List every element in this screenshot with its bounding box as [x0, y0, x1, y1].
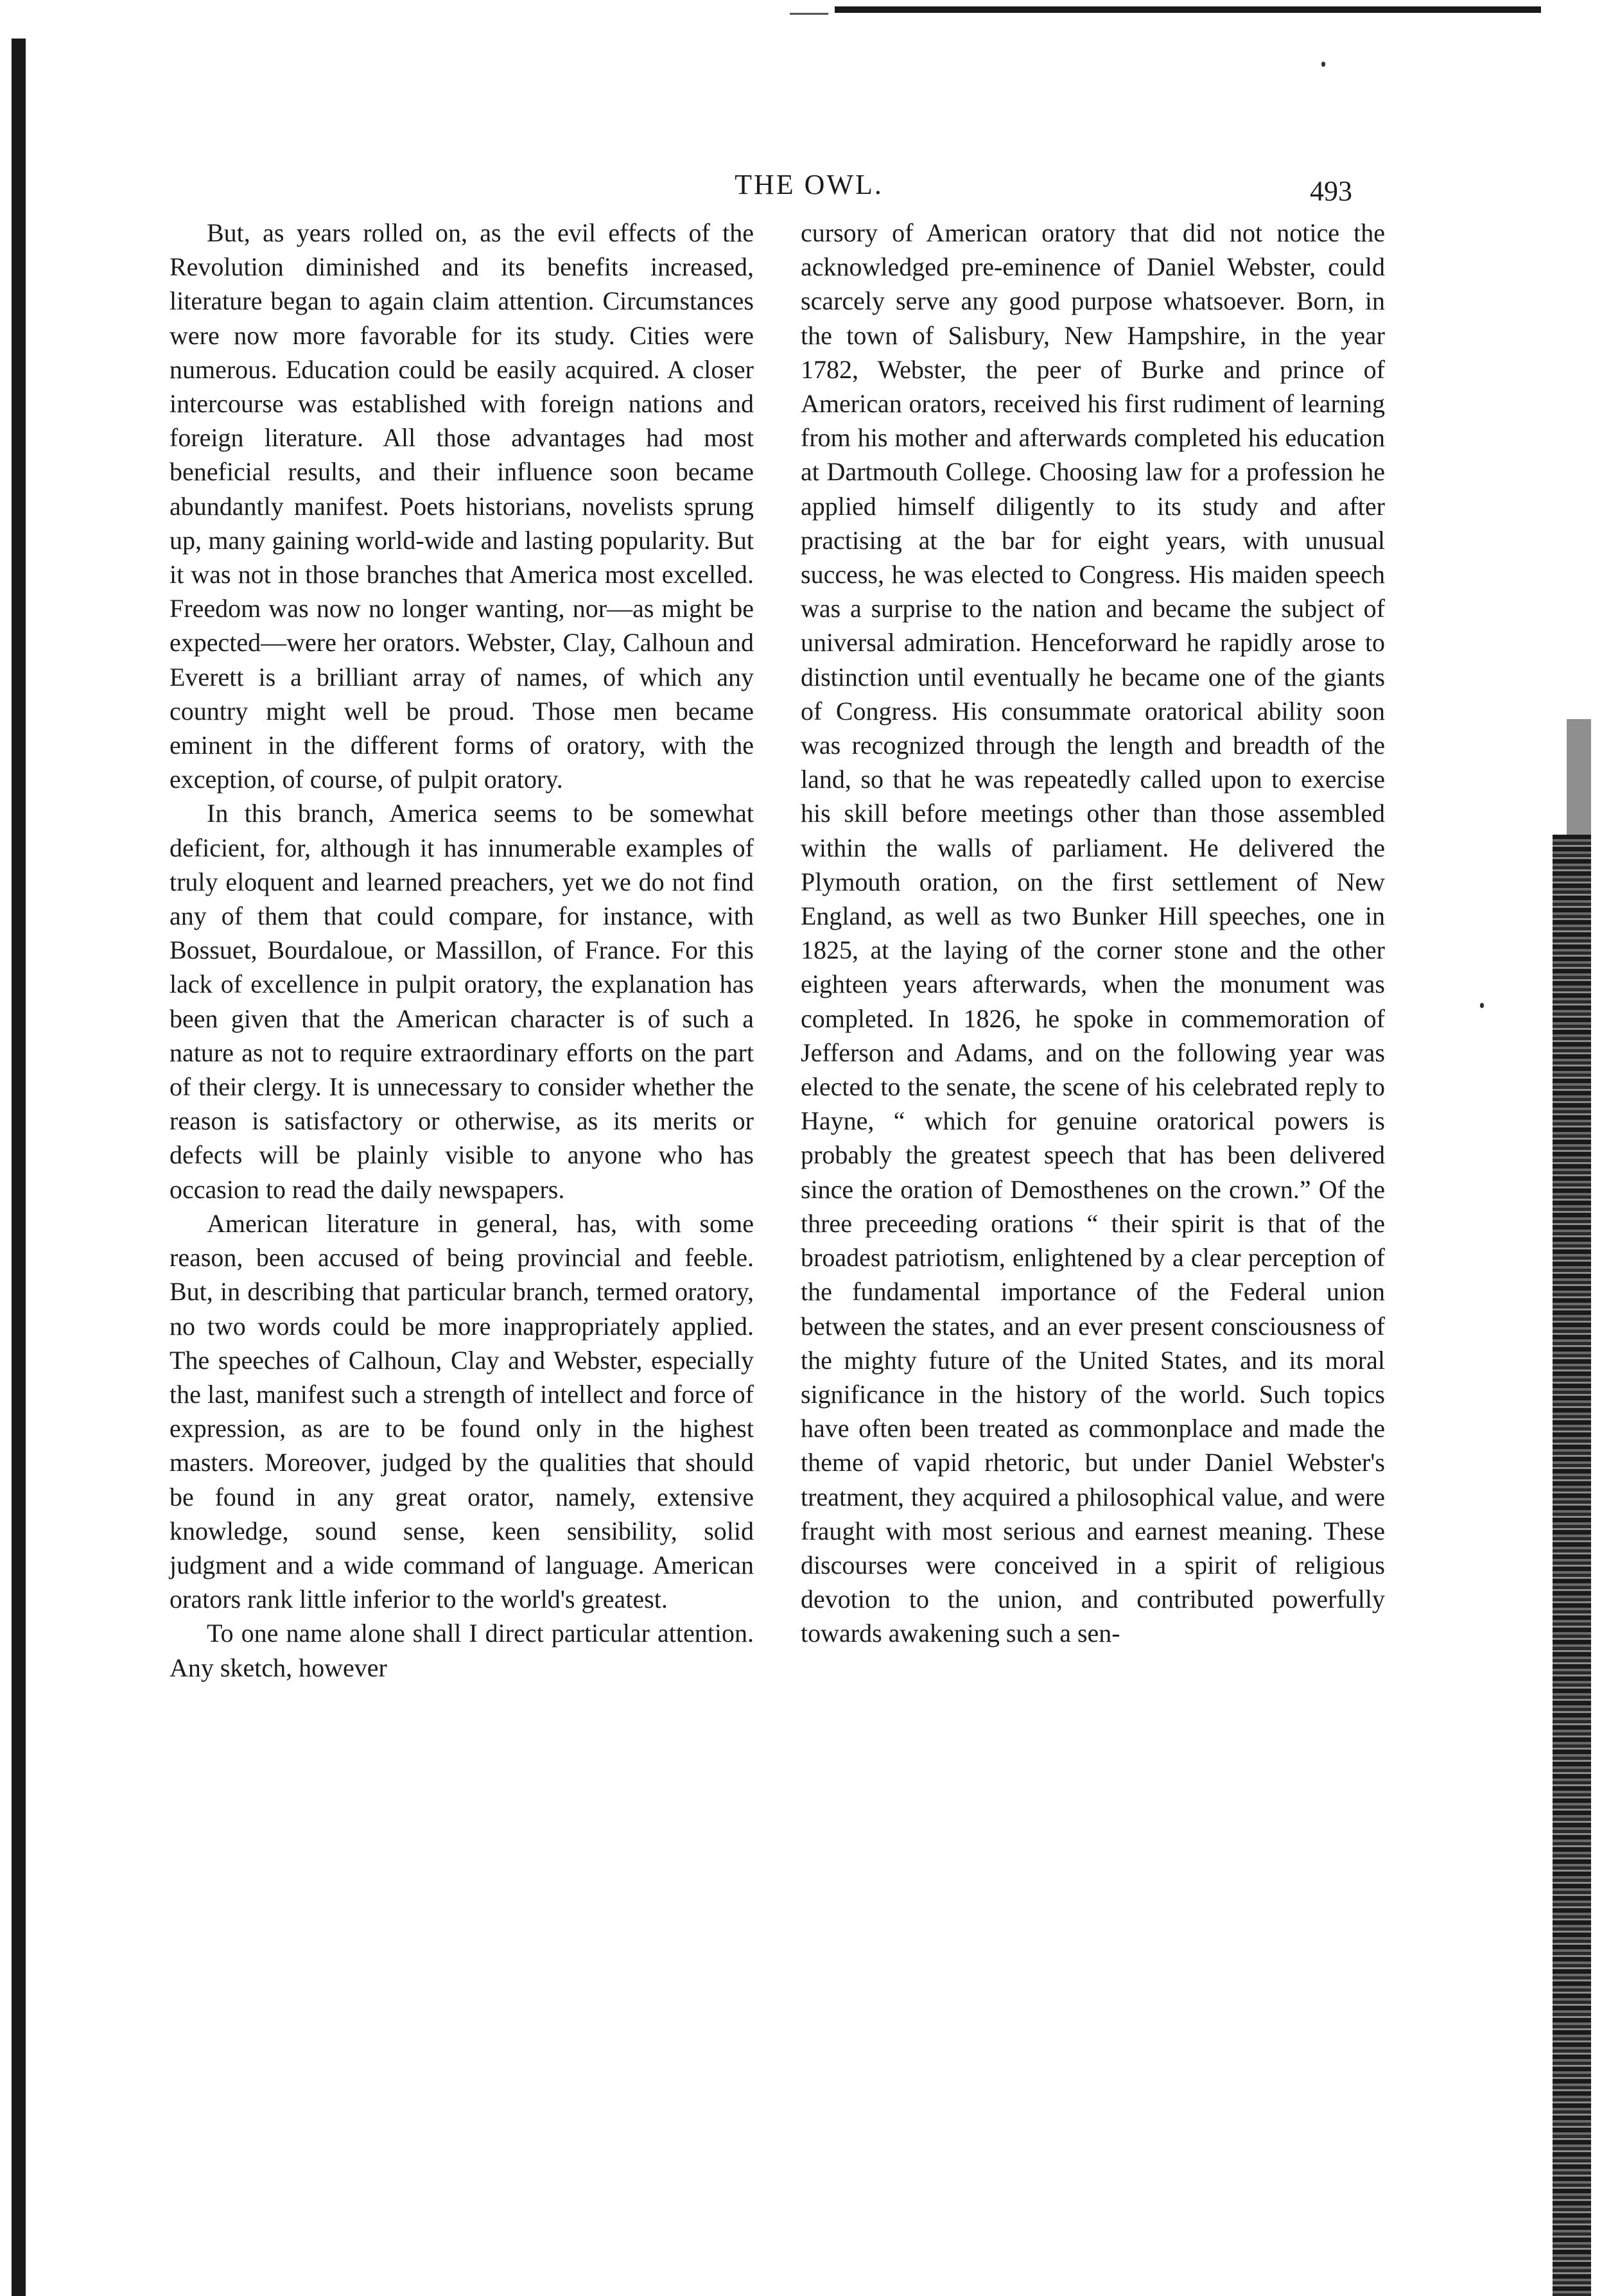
- scan-top-rule: [835, 6, 1541, 13]
- right-text-column: [801, 216, 1385, 1651]
- scan-speck: [1480, 1003, 1484, 1008]
- scan-speck: [1321, 62, 1325, 67]
- running-title: THE OWL.: [735, 169, 884, 200]
- paragraph-continued: cursory of American oratory that did not notice the acknowledged pre-eminence of Daniel Webster, could scarcely serve any good purpose whatsoever. Born, in the town of Salisbury, New Hampshire, in the year 1782, Webster, the peer of Burke and prince of American orators, received his first rudiment of learning from his mother and afterwards completed his education at Dartmouth College. Choosing law for a profession he applied himself diligently to its study and after practising at the bar for eight years, with unusual success, he was elected to Congress. His maiden speech was a surprise to the nation and became the subject of universal admiration. Henceforward he rapidly arose to distinction until eventually he became one of the giants of Congress. His consummate oratorical ability soon was recognized through the length and breadth of the land, so that he was repeatedly called upon to exercise his skill before meetings other than those assembled within the walls of parliament. He delivered the Plymouth oration, on the first settlement of New England, as well as two Bunker Hill speeches, one in 1825, at the laying of the corner stone and the other eighteen years afterwards, when the monument was completed. In 1826, he spoke in commemoration of Jefferson and Adams, and on the following year was elected to the senate, the scene of his celebrated reply to Hayne, “ which for genuine oratorical powers is probably the greatest speech that has been delivered since the oration of Demosthenes on the crown.” Of the three preceeding orations “ their spirit is that of the broadest patriotism, enlightened by a clear perception of the fundamental importance of the Federal union between the states, and an ever present consciousness of the mighty future of the United States, and its moral significance in the history of the world. Such topics have often been treated as commonplace and made the theme of vapid rhetoric, but under Daniel Webster's treatment, they acquired a philosophical value, and were fraught with most serious and earnest meaning. These discourses were conceived in a spirit of religious devotion to the union, and contributed powerfully towards awakening such a sen-: [801, 218, 1385, 1648]
- paragraph: In this branch, America seems to be somewhat deficient, for, although it has innumerable examples of truly eloquent and learned preachers, yet we do not find any of them that could compare, for instance, with Bossuet, Bourdaloue, or Massillon, of France. For this lack of excellence in pulpit oratory, the explanation has been given that the American character is of such a nature as not to require extraordinary efforts on the part of their clergy. It is unnecessary to consider whether the reason is satisfactory or otherwise, as its merits or defects will be plainly visible to anyone who has occasion to read the daily newspapers.: [170, 799, 754, 1204]
- page-number: 493: [1310, 175, 1352, 207]
- paragraph: American literature in general, has, with some reason, been accused of being provincial and feeble. But, in describing that particular branch, termed oratory, no two words could be more inappropriately applied. The speeches of Calhoun, Clay and Webster, especially the last, manifest such a strength of intellect and force of expression, as are to be found only in the highest masters. Moreover, judged by the qualities that should be found in any great orator, namely, extensive knowledge, sound sense, keen sensibility, solid judgment and a wide command of language. American orators rank little inferior to the world's greatest.: [170, 1208, 754, 1614]
- scan-right-page-edge: [1553, 835, 1591, 2296]
- paragraph: To one name alone shall I direct particular attention. Any sketch, however: [170, 1619, 754, 1682]
- scan-left-binding-shadow: [12, 39, 26, 2296]
- left-text-column: [170, 216, 754, 1685]
- scan-right-edge-shadow: [1567, 719, 1591, 835]
- scan-dash-mark: [790, 13, 828, 15]
- paragraph: But, as years rolled on, as the evil effects of the Revolution diminished and its benefits increased, literature began to again claim attention. Circumstances were now more favorable for its study. Cities were numerous. Education could be easily acquired. A closer intercourse was established with foreign nations and foreign literature. All those advantages had most beneficial results, and their influence soon became abundantly manifest. Poets historians, novelists sprung up, many gaining world-wide and lasting popularity. But it was not in those branches that America most excelled. Freedom was now no longer wanting, nor—as might be expected—were her orators. Webster, Clay, Calhoun and Everett is a brilliant array of names, of which any country might well be proud. Those men became eminent in the different forms of oratory, with the exception, of course, of pulpit oratory.: [170, 218, 754, 794]
